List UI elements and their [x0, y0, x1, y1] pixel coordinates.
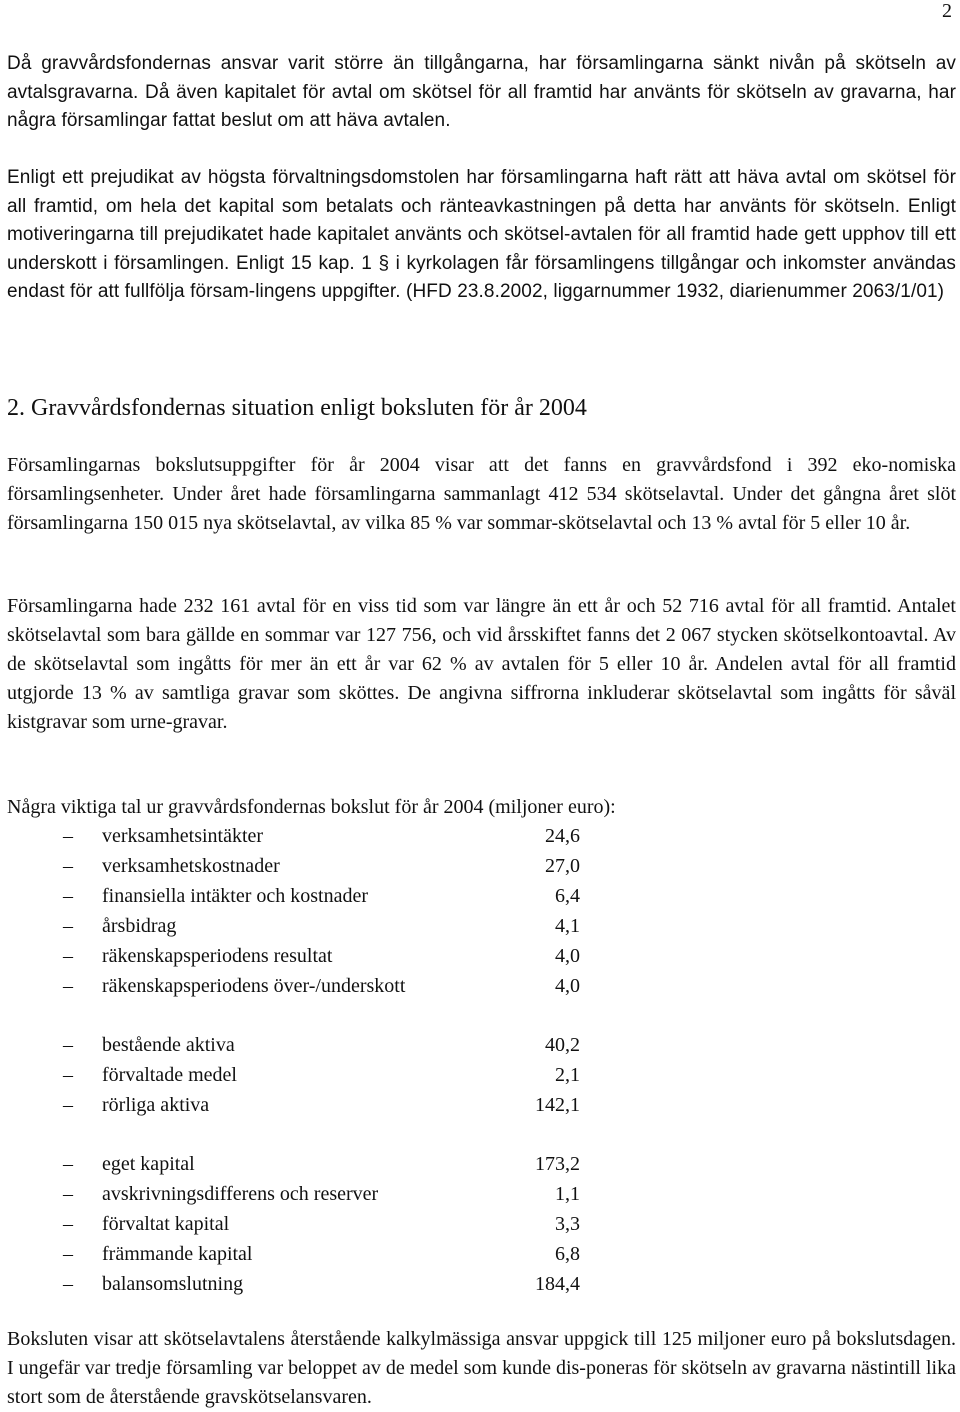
- list-item: [7, 821, 607, 851]
- figures-list-income: [7, 821, 607, 1001]
- page-number: 2: [942, 0, 952, 22]
- item-value: 1,1: [555, 1183, 580, 1205]
- item-value: 24,6: [545, 825, 580, 847]
- paragraph-closing: Boksluten visar att skötselavtalens återstående kalkylmässiga ansvar uppgick till 125 miljoner euro på bokslutsdagen. I ungefär var tredje församling var beloppet av de medel som kunde dis-poneras för skötseln av gravarna nästintill lika stort som de återstående gravskötselansvaren.: [7, 1328, 956, 1408]
- figures-list-assets: [7, 1030, 607, 1120]
- item-label: avskrivningsdifferens och reserver: [102, 1183, 379, 1205]
- item-label: räkenskapsperiodens resultat: [102, 945, 333, 967]
- list-item: [7, 1179, 607, 1209]
- item-value: 6,4: [555, 885, 580, 907]
- list-item: [7, 1090, 607, 1120]
- list-item: [7, 941, 607, 971]
- item-label: bestående aktiva: [102, 1034, 235, 1056]
- section-heading: 2. Gravvårdsfondernas situation enligt boksluten för år 2004: [7, 395, 587, 421]
- item-label: verksamhetskostnader: [102, 855, 280, 877]
- dash-bullet: –: [63, 1183, 73, 1205]
- dash-bullet: –: [63, 945, 73, 967]
- item-label: rörliga aktiva: [102, 1094, 210, 1116]
- list-item: [7, 851, 607, 881]
- dash-bullet: –: [63, 1094, 73, 1116]
- item-value: 27,0: [545, 855, 580, 877]
- list-item: [7, 1030, 607, 1060]
- dash-bullet: –: [63, 855, 73, 877]
- item-value: 184,4: [535, 1273, 580, 1295]
- item-label: finansiella intäkter och kostnader: [102, 885, 369, 907]
- item-value: 6,8: [555, 1243, 580, 1265]
- item-label: förvaltat kapital: [102, 1213, 230, 1235]
- item-value: 2,1: [555, 1064, 580, 1086]
- list-item: [7, 1149, 607, 1179]
- item-value: 40,2: [545, 1034, 580, 1056]
- paragraph-precedent: Enligt ett prejudikat av högsta förvaltningsdomstolen har församlingarna haft rätt att häva avtal om skötsel för all framtid, om hela det kapital som betalats och ränteavkastningen på detta har använts för skötseln. Enligt motiveringarna till prejudikatet hade kapitalet använts och skötsel-avtalen för all framtid hade gett upphov till ett underskott i församlingen. Enligt 15 kap. 1 § i kyrkolagen får församlingens tillgångar och inkomster användas endast för att fullfölja försam-lingens uppgifter. (HFD 23.8.2002, liggarnummer 1932, diarienummer 2063/1/01): [7, 167, 956, 302]
- item-value: 4,1: [555, 915, 580, 937]
- list-item: [7, 881, 607, 911]
- dash-bullet: –: [63, 1213, 73, 1235]
- dash-bullet: –: [63, 1153, 73, 1175]
- figures-list-liabilities: [7, 1149, 607, 1299]
- item-label: årsbidrag: [102, 915, 177, 937]
- dash-bullet: –: [63, 825, 73, 847]
- item-value: 142,1: [535, 1094, 580, 1116]
- list-item: [7, 1269, 607, 1299]
- dash-bullet: –: [63, 975, 73, 997]
- dash-bullet: –: [63, 1064, 73, 1086]
- list-item: [7, 911, 607, 941]
- list-item: [7, 1209, 607, 1239]
- item-label: verksamhetsintäkter: [102, 825, 264, 847]
- list-item: [7, 971, 607, 1001]
- item-label: räkenskapsperiodens över-/underskott: [102, 975, 406, 997]
- item-value: 4,0: [555, 975, 580, 997]
- dash-bullet: –: [63, 1243, 73, 1265]
- list-item: [7, 1060, 607, 1090]
- paragraph-intro-responsibility: Då gravvårdsfondernas ansvar varit större än tillgångarna, har församlingarna sänkt nivån på skötseln av avtalsgravarna. Då även kapitalet för avtal om skötsel för all framtid har använts för skötseln av gravarna, har några församlingar fattat beslut om att häva avtalen.: [7, 53, 956, 131]
- list-item: [7, 1239, 607, 1269]
- dash-bullet: –: [63, 1273, 73, 1295]
- item-value: 173,2: [535, 1153, 580, 1175]
- item-label: förvaltade medel: [102, 1064, 237, 1086]
- item-label: balansomslutning: [102, 1273, 244, 1295]
- paragraph-contracts: Församlingarna hade 232 161 avtal för en viss tid som var längre än ett år och 52 716 avtal för all framtid. Antalet skötselavtal som bara gällde en sommar var 127 756, och vid årsskiftet fanns det 2 067 stycken skötselkontoavtal. Av de skötselavtal som ingåtts för mer än ett år var 62 % av avtalen för 5 eller 10 år. Andelen avtal för all framtid utgjorde 13 % av samtliga gravar som sköttes. De angivna siffrorna inkluderar skötselavtal som ingåtts för såväl kistgravar som urne-gravar.: [7, 595, 956, 733]
- dash-bullet: –: [63, 885, 73, 907]
- paragraph-statistics: Församlingarnas bokslutsuppgifter för år 2004 visar att det fanns en gravvårdsfond i 392 eko-nomiska församlingsenheter. Under året hade församlingarna sammanlagt 412 534 skötselavtal. Under det gångna året slöt församlingarna 150 015 nya skötselavtal, av vilka 85 % var sommar-skötselavtal och 13 % avtal för 5 eller 10 år.: [7, 454, 956, 534]
- figures-intro: Några viktiga tal ur gravvårdsfondernas bokslut för år 2004 (miljoner euro):: [7, 796, 616, 818]
- dash-bullet: –: [63, 915, 73, 937]
- item-value: 4,0: [555, 945, 580, 967]
- item-label: eget kapital: [102, 1153, 195, 1175]
- item-value: 3,3: [555, 1213, 580, 1235]
- item-label: främmande kapital: [102, 1243, 253, 1265]
- dash-bullet: –: [63, 1034, 73, 1056]
